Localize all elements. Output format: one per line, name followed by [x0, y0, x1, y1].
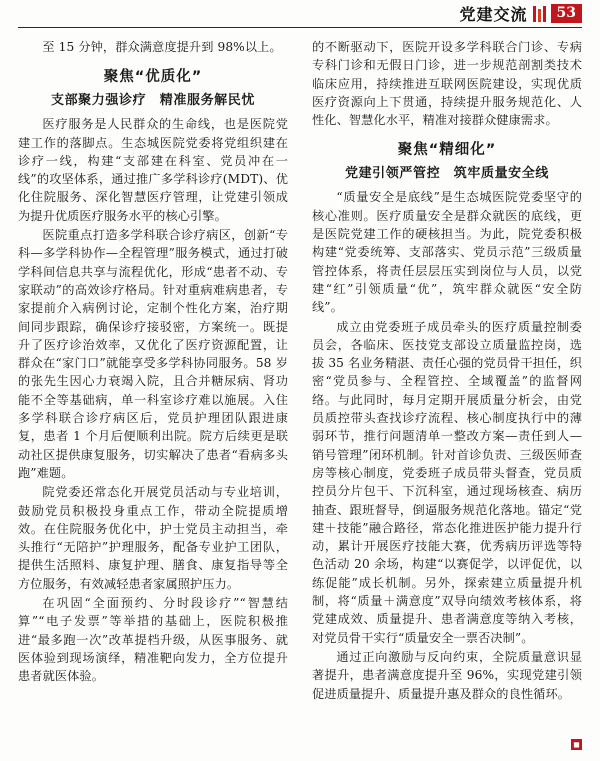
section-subheading-1: 支部聚力强诊疗 精准服务解民忧: [50, 93, 255, 109]
paragraph: 通过正向激励与反向约束，全院质量意识显著提升，患者满意度提升至 96%，实现党建引领促进质量提升、质量提升惠及群众的良性循环。: [312, 649, 582, 701]
paragraph: “质量安全是底线”是生态城医院党委坚守的核心准则。医疗质量安全是群众就医的底线，更是医院党建工作的硬核担当。为此，院党委积极构建“党委统筹、支部落实、党员示范”三级质量管控体系，将责任层层压实到岗位与人员，以党建“红”引领质量“优”，筑牢群众就医“安全防线”。: [312, 190, 582, 315]
paragraph: 医院重点打造多学科联合诊疗病区，创新“专科—多学科协作—全程管理”服务模式，通过打破学科间信息共享与流程优化，形成“患者不动、专家联动”的高效诊疗格局。针对重病难病患者，专家提前介入病例讨论，定制个性化方案，治疗期间同步跟踪，确保诊疗接驳密，方案统一。既提升了医疗诊治效率，又优化了医疗资源配置，让群众在“家门口”就能享受多学科协同服务。58 岁的张先生因心力衰竭入院，且合并糖尿病、肾功能不全等基础病，单一科室诊疗难以施展。入住多学科联合诊疗病区后，党员护理团队跟进康复，患者 1 个月后便顺利出院。院方后续更是联动社区提供康复服务，切实解决了患者“看病多头跑”难题。: [18, 228, 288, 480]
masthead-title: 党建交流: [459, 5, 528, 24]
section-heading-1: 聚焦“优质化”: [103, 69, 203, 86]
paragraph: 成立由党委班子成员牵头的医疗质量控制委员会，各临床、医技党支部设立质量监控岗，选拔 35 名业务精湛、责任心强的党员骨干担任，织密“党员参与、全程管控、全域覆盖”的监督网络。与此同时，每月定期开展质量分析会，由党员质控带头查找诊疗流程、核心制度执行中的薄弱环节，推行问题清单一整改方案—责任到人—销号管理”闭环机制。针对首诊负责、三级医师查房等核心制度，党委班子成员带头督查，党员质控员分片包干、下沉科室，通过现场核查、病历抽查、跟班督导，倒逼服务规范化落地。锚定“党建＋技能”融合路径，常态化推进医护能力提升行动，累计开展医疗技能大赛，优秀病历评选等特色活动 20 余场，构建“以赛促学，以评促优，以练促能”成长机制。另外，探索建立质量提升机制，将“质量＋满意度”双导向绩效考核体系，将党建成效、质量提升、患者满意度等纳入考核，对党员骨干实行“质量安全一票否决制”。: [312, 319, 582, 645]
article-columns: [18, 38, 582, 750]
paragraph: 至 15 分钟，群众满意度提升到 98%以上。: [42, 40, 282, 54]
end-mark-icon: ◼: [571, 739, 582, 750]
paragraph: 医疗服务是人民群众的生命线，也是医院党建工作的落脚点。生态城医院党委将党组织建在诊疗一线，构建“支部建在科室、党员冲在一线”的攻坚体系，通过推广多学科诊疗(MDT)、优化住院服务、深化智慧医疗管理，让党建引领成为提升优质医疗服务水平的核心引擎。: [18, 117, 288, 223]
left-column: [18, 38, 288, 750]
right-column: [312, 38, 582, 750]
header-rule: [18, 27, 582, 28]
page-number: 53: [551, 4, 582, 23]
section-heading-2: 聚焦“精细化”: [397, 142, 497, 159]
page-header: [0, 0, 600, 30]
paragraph: 院党委还常态化开展党员活动与专业培训，鼓励党员积极投身重点工作，带动全院提质增效。在住院服务优化中，护士党员主动担当，牵头推行“无陪护”护理服务，配备专业护工团队，提供生活照料、康复护理、膳食、康复指导等全方位服务，有效减轻患者家属照护压力。: [18, 485, 288, 591]
red-bars-icon: [533, 6, 546, 22]
paragraph: 在巩固“全面预约、分时段诊疗”“智慧结算”“电子发票”等举措的基础上，医院积极推进“最多跑一次”改革提档升级，从医事服务、就医体验到现场演绎，精准靶向发力，全方位提升患者就医体验。: [18, 596, 288, 684]
masthead: [460, 2, 583, 25]
section-subheading-2: 党建引领严管控 筑牢质量安全线: [344, 166, 549, 182]
paragraph: 的不断驱动下，医院开设多学科联合门诊、专病专科门诊和无假日门诊，进一步规范剖割类技术临床应用，持续推进互联网医院建设，实现优质医疗资源向上下贯通，持续提升服务规范化、人性化、智慧化水平，精准对接群众健康需求。: [312, 40, 582, 128]
